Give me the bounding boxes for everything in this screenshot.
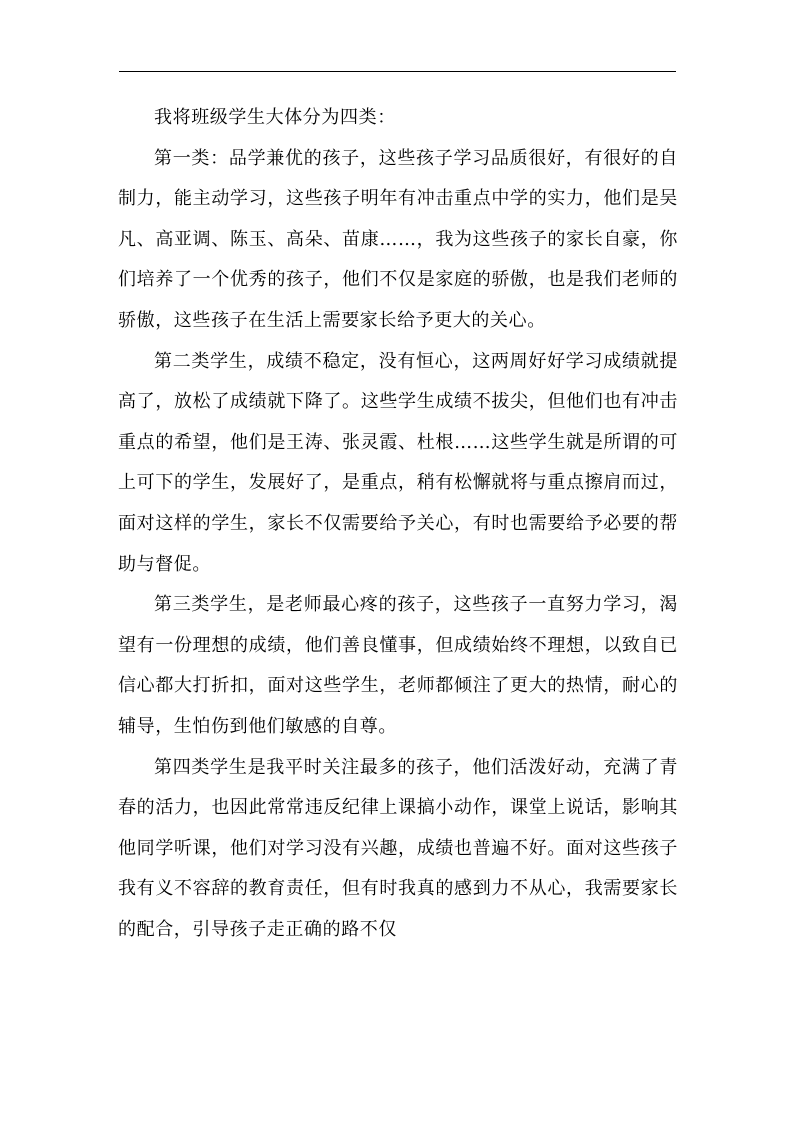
category-three-paragraph: 第三类学生，是老师最心疼的孩子，这些孩子一直努力学习，渴望有一份理想的成绩，他们善良懂事，但成绩始终不理想，以致自已信心都大打折扣，面对这些学生，老师都倾注了更大的热情，耐心的辅导，生怕伤到他们敏感的自尊。 [118, 594, 678, 737]
header-divider-line [119, 71, 676, 72]
category-two-paragraph: 第二类学生，成绩不稳定，没有恒心，这两周好好学习成绩就提高了，放松了成绩就下降了。这些学生成绩不拔尖，但他们也有冲击重点的希望，他们是王涛、张灵霞、杜根……这些学生就是所谓的可上可下的学生，发展好了，是重点，稍有松懈就将与重点擦肩而过，面对这样的学生，家长不仅需要给予关心，有时也需要给予必要的帮助与督促。 [118, 350, 678, 575]
document-body [118, 98, 678, 950]
intro-paragraph: 我将班级学生大体分为四类： [154, 107, 396, 128]
category-one-paragraph: 第一类：品学兼优的孩子，这些孩子学习品质很好，有很好的自制力，能主动学习，这些孩子明年有冲击重点中学的实力，他们是吴凡、高亚调、陈玉、高朵、苗康……，我为这些孩子的家长自豪，你们培养了一个优秀的孩子，他们不仅是家庭的骄傲，也是我们老师的骄傲，这些孩子在生活上需要家长给予更大的关心。 [118, 147, 678, 331]
category-four-paragraph: 第四类学生是我平时关注最多的孩子，他们活泼好动，充满了青春的活力，也因此常常违反纪律上课搞小动作，课堂上说话，影响其他同学听课，他们对学习没有兴趣，成绩也普遍不好。面对这些孩子我有义不容辞的教育责任，但有时我真的感到力不从心，我需要家长的配合，引导孩子走正确的路不仅 [118, 756, 678, 940]
